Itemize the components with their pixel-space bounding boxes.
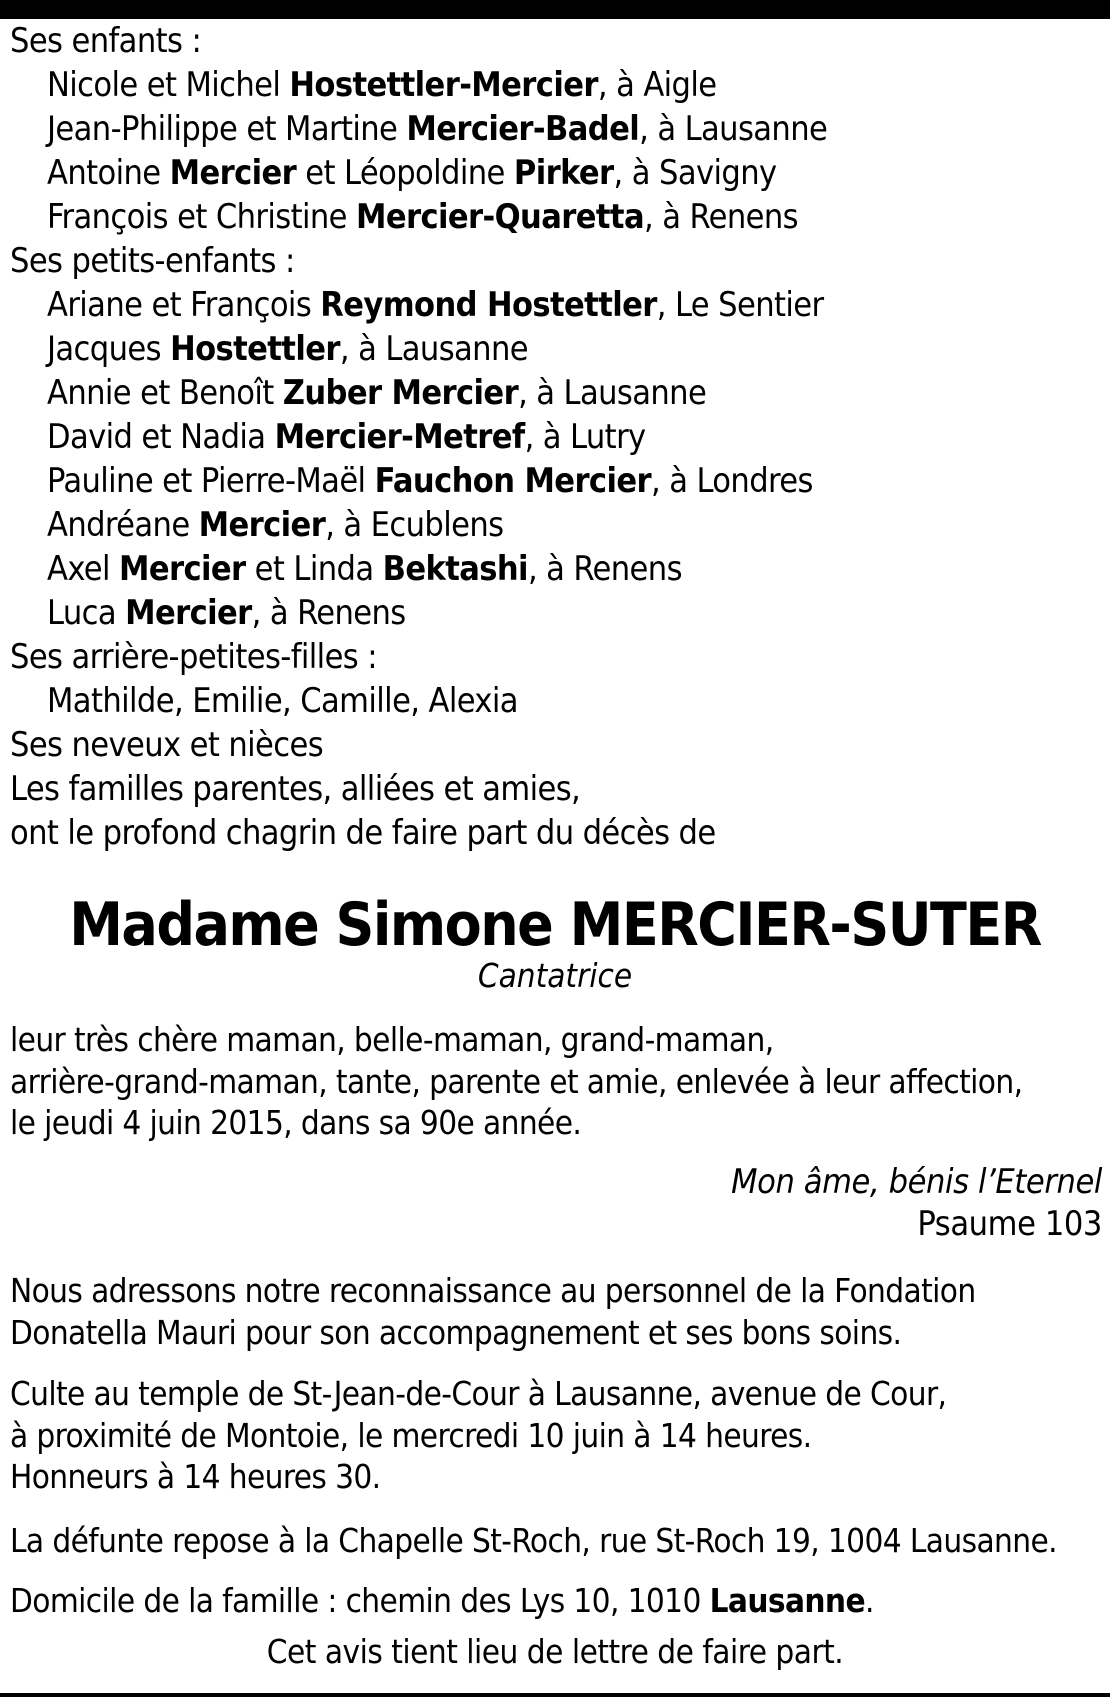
great-grandchildren-names: Mathilde, Emilie, Camille, Alexia bbox=[47, 681, 518, 721]
description bbox=[10, 1019, 1100, 1144]
service-line: Culte au temple de St-Jean-de-Cour à Lausanne, avenue de Cour, bbox=[10, 1374, 947, 1413]
thanks-line: Donatella Mauri pour son accompagnement et ses bons soins. bbox=[10, 1312, 902, 1352]
great-grandchildren-heading: Ses arrière-petites-filles : bbox=[10, 637, 377, 677]
description-line: leur très chère maman, belle-maman, grand-maman, bbox=[10, 1020, 774, 1059]
families-line: Les familles parentes, alliées et amies, bbox=[10, 769, 581, 809]
description-line: arrière-grand-maman, tante, parente et amie, enlevée à leur affection, bbox=[10, 1061, 1023, 1101]
children-heading: Ses enfants : bbox=[10, 21, 202, 61]
thanks bbox=[10, 1270, 1100, 1353]
deceased-name: Madame Simone MERCIER-SUTER bbox=[69, 890, 1041, 960]
children-entry: François et Christine Mercier-Quaretta, à Renens bbox=[47, 197, 798, 237]
quote-source: Psaume 103 bbox=[917, 1204, 1102, 1244]
service-line: à proximité de Montoie, le mercredi 10 juin à 14 heures. bbox=[10, 1415, 812, 1455]
service-line: Honneurs à 14 heures 30. bbox=[10, 1457, 381, 1496]
quote-text: Mon âme, bénis l’Eternel bbox=[731, 1162, 1102, 1202]
description-line: le jeudi 4 juin 2015, dans sa 90e année. bbox=[10, 1103, 582, 1142]
grandchild-entry: David et Nadia Mercier-Metref, à Lutry bbox=[47, 417, 646, 457]
grandchild-entry: Andréane Mercier, à Ecublens bbox=[47, 505, 504, 545]
grandchild-entry: Ariane et François Reymond Hostettler, Le Sentier bbox=[47, 285, 824, 325]
grandchild-entry: Jacques Hostettler, à Lausanne bbox=[47, 329, 528, 369]
children-entry: Antoine Mercier et Léopoldine Pirker, à Savigny bbox=[47, 153, 777, 193]
family-list bbox=[10, 19, 1100, 855]
grandchild-entry: Annie et Benoît Zuber Mercier, à Lausanne bbox=[47, 373, 707, 413]
grandchild-entry: Axel Mercier et Linda Bektashi, à Renens bbox=[47, 549, 682, 589]
grandchild-entry: Pauline et Pierre-Maël Fauchon Mercier, à Londres bbox=[47, 461, 813, 501]
deceased-title: Cantatrice bbox=[477, 956, 633, 995]
footer-note: Cet avis tient lieu de lettre de faire part. bbox=[266, 1632, 844, 1671]
grandchildren-heading: Ses petits-enfants : bbox=[10, 241, 295, 281]
bottom-rule bbox=[0, 1693, 1110, 1697]
children-entry: Nicole et Michel Hostettler-Mercier, à Aigle bbox=[47, 65, 717, 105]
nephews-line: Ses neveux et nièces bbox=[10, 725, 324, 765]
top-rule bbox=[0, 0, 1110, 19]
family-domicile: Domicile de la famille : chemin des Lys 10, 1010 Lausanne. bbox=[10, 1581, 874, 1620]
service-info bbox=[10, 1373, 1100, 1498]
resting-place: La défunte repose à la Chapelle St-Roch, rue St-Roch 19, 1004 Lausanne. bbox=[10, 1521, 1057, 1560]
announcement-line: ont le profond chagrin de faire part du décès de bbox=[10, 813, 716, 853]
thanks-line: Nous adressons notre reconnaissance au personnel de la Fondation bbox=[10, 1271, 976, 1310]
grandchild-entry: Luca Mercier, à Renens bbox=[47, 593, 406, 633]
children-entry: Jean-Philippe et Martine Mercier-Badel, à Lausanne bbox=[47, 109, 828, 149]
